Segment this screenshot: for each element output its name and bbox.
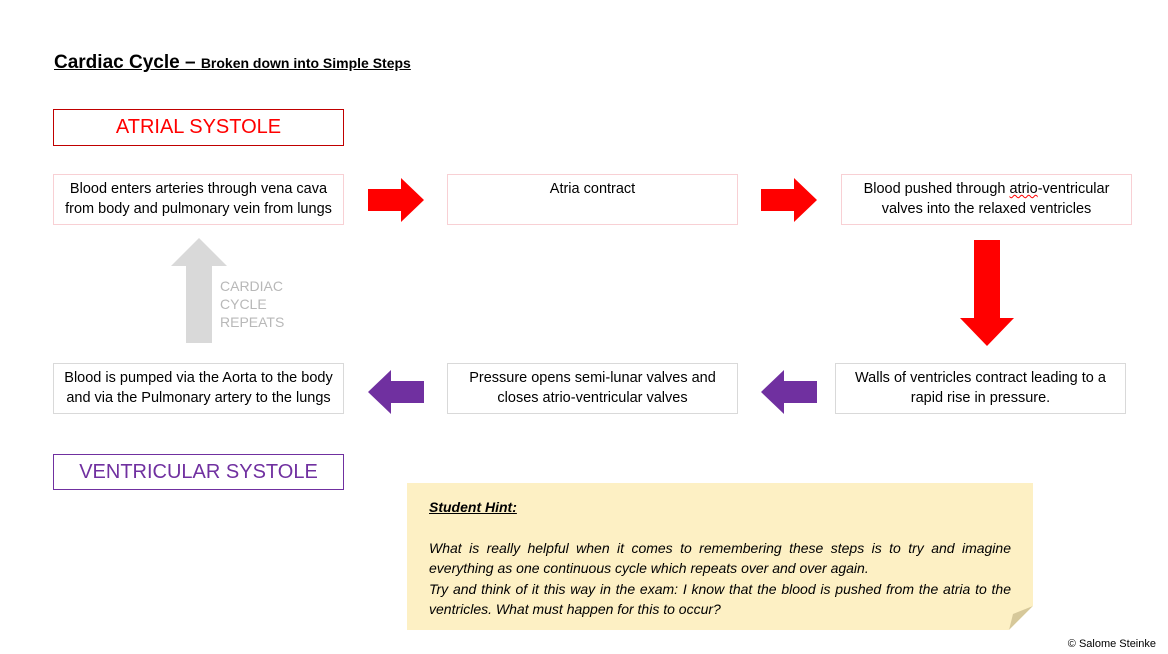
- step-line: Blood enters arteries through vena cava: [69, 181, 328, 197]
- copyright: © Salome Steinke: [1067, 638, 1156, 650]
- arrow-up-repeat: [171, 238, 227, 343]
- step-blood-pushed: [841, 174, 1132, 225]
- step-line: closes atrio-ventricular valves: [497, 390, 688, 406]
- step-line: rapid rise in pressure.: [910, 390, 1051, 406]
- step-line: [842, 179, 1131, 199]
- step-line: and via the Pulmonary artery to the lungs: [66, 390, 331, 406]
- arrow-right-1: [368, 178, 424, 222]
- step-pressure-opens: [447, 363, 738, 414]
- step-text: Blood pushed through: [863, 181, 1010, 197]
- step-walls-contract: [835, 363, 1126, 414]
- step-text: -ventricular: [1037, 181, 1110, 197]
- atrial-systole-label: [53, 109, 344, 146]
- student-hint-note: [407, 483, 1033, 630]
- ventricular-systole-label: [53, 454, 344, 490]
- hint-paragraph: Try and think of it this way in the exam: I know that the blood is pushed from the atria to the ventricles. What must happen for this to occur?: [429, 580, 1011, 617]
- step-line: Walls of ventricles contract leading to a: [855, 370, 1106, 386]
- ventricular-systole-text: VENTRICULAR SYSTOLE: [79, 460, 318, 483]
- note-curl-icon: [1009, 606, 1033, 630]
- hint-title: Student Hint:: [429, 499, 517, 515]
- step-line: valves into the relaxed ventricles: [881, 201, 1092, 217]
- step-blood-pumped: [53, 363, 344, 414]
- step-atria-contract: [447, 174, 738, 225]
- title-subtitle: Broken down into Simple Steps: [200, 55, 411, 71]
- title-main: Cardiac Cycle: [54, 52, 180, 73]
- step-line: Blood is pumped via the Aorta to the body: [64, 370, 333, 386]
- cycle-repeats-label: [220, 277, 284, 331]
- arrow-right-2: [761, 178, 817, 222]
- step-blood-enters: [53, 174, 344, 225]
- atrial-systole-text: ATRIAL SYSTOLE: [115, 116, 282, 138]
- arrow-down: [960, 240, 1014, 346]
- spellcheck-word: atrio: [1009, 181, 1038, 197]
- hint-paragraph: What is really helpful when it comes to remembering these steps is to try and imagine everything as one continuous cycle which repeats over and over again.: [429, 539, 1011, 576]
- page-title: [54, 52, 411, 74]
- step-line: Atria contract: [549, 181, 636, 197]
- title-dash: –: [179, 52, 201, 73]
- repeat-line: CARDIAC: [220, 278, 284, 294]
- step-line: Pressure opens semi-lunar valves and: [469, 370, 716, 386]
- step-line: from body and pulmonary vein from lungs: [65, 201, 332, 217]
- arrow-left-2: [368, 370, 424, 414]
- repeat-line: REPEATS: [220, 314, 285, 330]
- arrow-left-1: [761, 370, 817, 414]
- repeat-line: CYCLE: [220, 296, 267, 312]
